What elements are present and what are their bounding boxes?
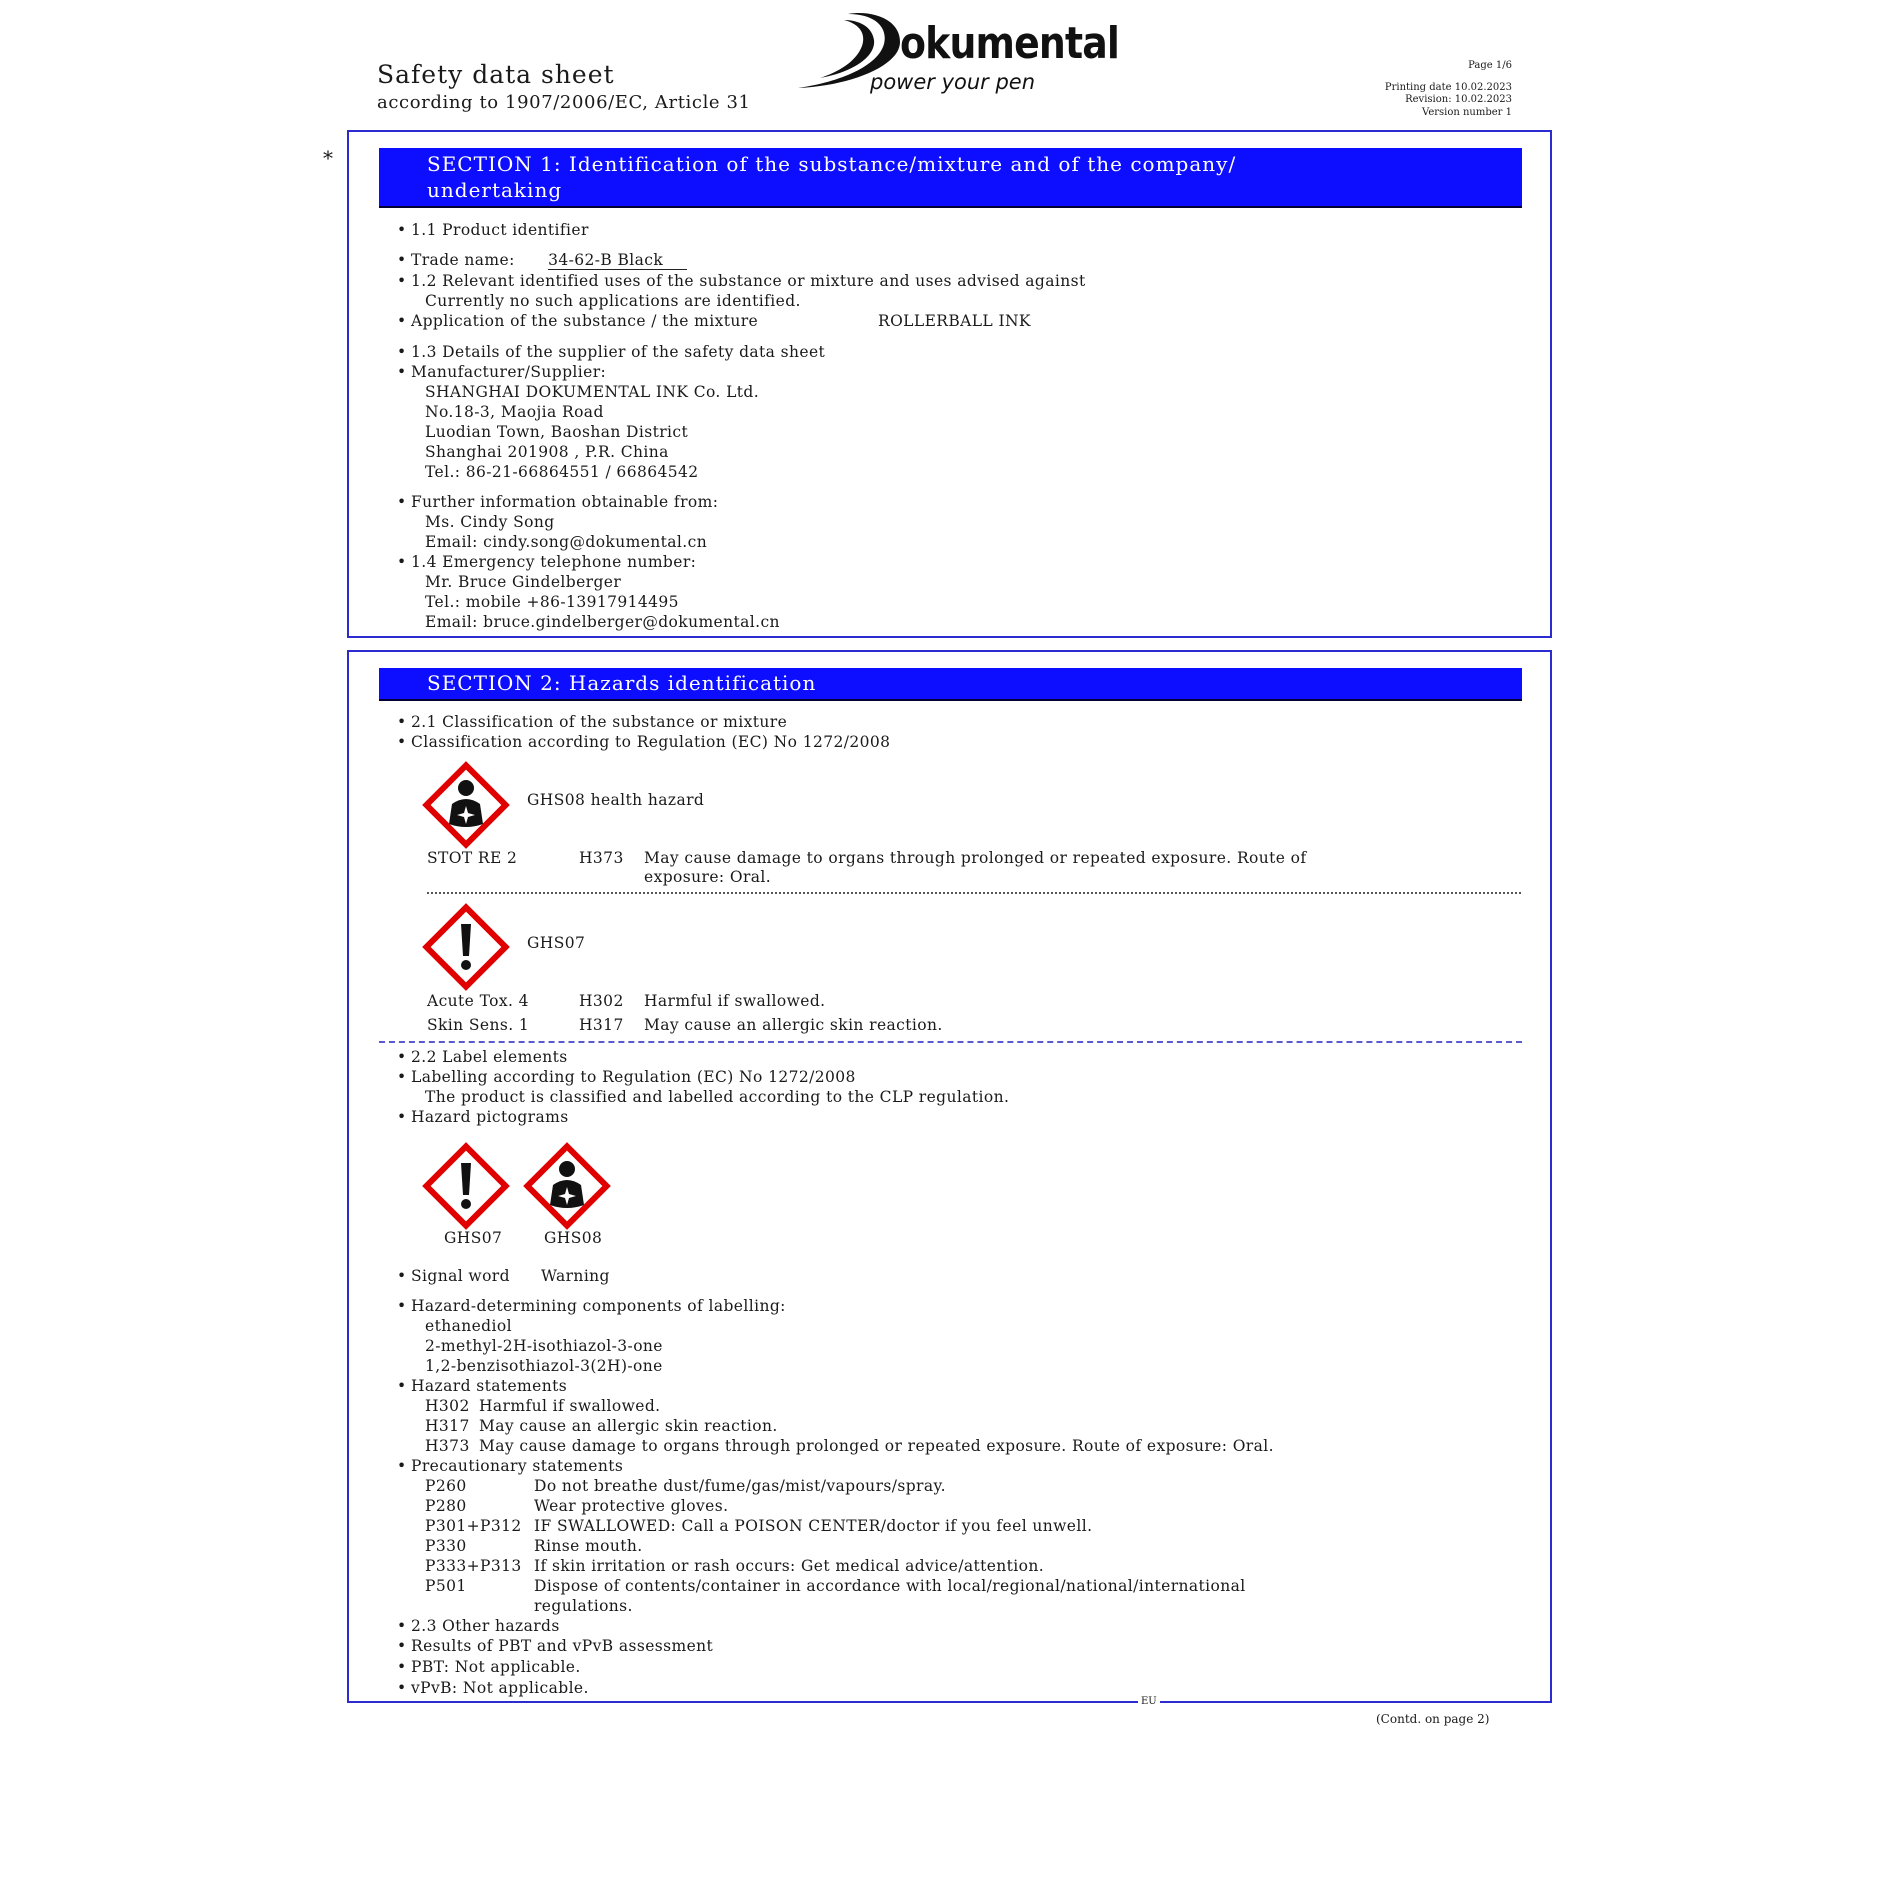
precautionary-statement — [425, 1477, 946, 1496]
hazard-statement — [425, 1437, 1274, 1456]
stot-class: STOT RE 2 — [427, 849, 518, 867]
supplier-details: • 1.3 Details of the supplier of the safety data sheet — [411, 343, 825, 362]
precautionary-text: Dispose of contents/container in accordance with local/regional/national/international — [534, 1577, 1246, 1595]
precautionary-code: P301+P312 — [425, 1517, 522, 1535]
precautionary-text: IF SWALLOWED: Call a POISON CENTER/doctor if you feel unwell. — [534, 1517, 1093, 1535]
hazard-code: H373 — [425, 1437, 470, 1455]
section-1-title-line1: SECTION 1: Identification of the substance/mixture and of the company/ — [427, 152, 1237, 176]
relevant-uses: • 1.2 Relevant identified uses of the substance or mixture and uses advised against — [411, 272, 1086, 291]
hazard-code: H302 — [425, 1397, 470, 1415]
exclamation-icon — [419, 900, 513, 994]
application-row — [411, 312, 1031, 331]
precautionary-statement — [425, 1537, 643, 1556]
section-1-box — [347, 130, 1552, 638]
ghs07-pictogram — [419, 1139, 513, 1233]
acute-code: H302 — [579, 992, 624, 1010]
signal-word-value: Warning — [541, 1267, 610, 1285]
component-item: 2-methyl-2H-isothiazol-3-one — [425, 1337, 663, 1355]
emergency-label: • 1.4 Emergency telephone number: — [411, 553, 696, 572]
precautionary-code: P333+P313 — [425, 1557, 522, 1575]
precautionary-text: Do not breathe dust/fume/gas/mist/vapours/spray. — [534, 1477, 946, 1495]
revision-date: Revision: 10.02.2023 — [1405, 94, 1512, 105]
address-line: No.18-3, Maojia Road — [425, 403, 604, 421]
precautionary-statement — [425, 1557, 1045, 1576]
version-number: Version number 1 — [1422, 106, 1512, 118]
precautionary-statement — [425, 1517, 1093, 1536]
precautionary-text-cont: regulations. — [534, 1597, 633, 1615]
acute-class: Acute Tox. 4 — [427, 992, 529, 1010]
precautionary-code: P260 — [425, 1477, 467, 1495]
pictograms-label: • Hazard pictograms — [411, 1108, 569, 1127]
logo-wordmark: okumental — [900, 18, 1119, 69]
acute-text: Harmful if swallowed. — [644, 992, 826, 1010]
ghs07-pictogram — [419, 900, 513, 994]
manufacturer-label: • Manufacturer/Supplier: — [411, 363, 606, 382]
precautionary-text: If skin irritation or rash occurs: Get medical advice/attention. — [534, 1557, 1045, 1575]
eu-marker: EU — [1138, 1696, 1160, 1707]
clp-text: The product is classified and labelled according to the CLP regulation. — [425, 1088, 1010, 1106]
address-line: Shanghai 201908 , P.R. China — [425, 443, 669, 461]
skin-class: Skin Sens. 1 — [427, 1016, 530, 1034]
document-title: Safety data sheet — [377, 60, 615, 89]
emergency-line: Mr. Bruce Gindelberger — [425, 573, 622, 591]
skin-code: H317 — [579, 1016, 624, 1034]
revision-asterisk: * — [323, 146, 333, 170]
signal-word-row — [411, 1267, 610, 1286]
component-item: 1,2-benzisothiazol-3(2H)-one — [425, 1357, 663, 1375]
precautionary-statement — [425, 1577, 1246, 1596]
emergency-line: Tel.: mobile +86-13917914495 — [425, 593, 679, 611]
classification-regulation: • Classification according to Regulation (EC) No 1272/2008 — [411, 733, 890, 752]
product-identifier: • 1.1 Product identifier — [411, 221, 589, 240]
labelling-regulation: • Labelling according to Regulation (EC) No 1272/2008 — [411, 1068, 856, 1087]
skin-text: May cause an allergic skin reaction. — [644, 1016, 943, 1034]
section-1-title — [379, 148, 1522, 208]
precautionary-code: P501 — [425, 1577, 467, 1595]
hazard-statement — [425, 1417, 778, 1436]
component-item: ethanediol — [425, 1317, 512, 1335]
health-hazard-icon — [419, 758, 513, 852]
pbt-value: • PBT: Not applicable. — [411, 1658, 581, 1677]
further-info-line: Ms. Cindy Song — [425, 513, 555, 531]
section-2-title: SECTION 2: Hazards identification — [379, 668, 1522, 701]
hazard-text: Harmful if swallowed. — [479, 1397, 661, 1415]
trade-name-value: 34-62-B Black — [548, 251, 687, 270]
precautionary-text: Wear protective gloves. — [534, 1497, 729, 1515]
hazard-text: May cause damage to organs through prolonged or repeated exposure. Route of exposure: Oral. — [479, 1437, 1274, 1455]
pbt-results: • Results of PBT and vPvB assessment — [411, 1637, 713, 1656]
ghs08-pictogram — [520, 1139, 614, 1233]
document-header — [377, 60, 751, 116]
hazard-code: H317 — [425, 1417, 470, 1435]
company-logo — [790, 6, 1119, 96]
address-line: SHANGHAI DOKUMENTAL INK Co. Ltd. — [425, 383, 760, 401]
continued-note: (Contd. on page 2) — [1376, 1712, 1490, 1726]
application-value: ROLLERBALL INK — [878, 312, 1031, 330]
logo-tagline: power your pen — [870, 70, 1036, 94]
further-info-label: • Further information obtainable from: — [411, 493, 718, 512]
ghs07-label: GHS07 — [527, 934, 586, 952]
no-applications: Currently no such applications are identified. — [425, 292, 801, 310]
ghs08-label: GHS08 health hazard — [527, 791, 705, 809]
hazard-statements-label: • Hazard statements — [411, 1377, 567, 1396]
exclamation-icon — [419, 1139, 513, 1233]
application-label: Application of the substance / the mixture — [411, 312, 759, 330]
document-meta — [1385, 60, 1512, 119]
document-subtitle: according to 1907/2006/EC, Article 31 — [377, 92, 751, 113]
emergency-line: Email: bruce.gindelberger@dokumental.cn — [425, 613, 780, 631]
further-info-line: Email: cindy.song@dokumental.cn — [425, 533, 708, 551]
signal-word-label: Signal word — [411, 1267, 510, 1285]
stot-text: May cause damage to organs through prolonged or repeated exposure. Route of — [644, 849, 1307, 867]
other-hazards: • 2.3 Other hazards — [411, 1617, 560, 1636]
label-elements: • 2.2 Label elements — [411, 1048, 568, 1067]
stot-code: H373 — [579, 849, 624, 867]
address-line: Tel.: 86-21-66864551 / 66864542 — [425, 463, 699, 481]
page-number: Page 1/6 — [1468, 60, 1512, 71]
components-label: • Hazard-determining components of labelling: — [411, 1297, 786, 1316]
trade-name-row — [411, 251, 687, 270]
precautionary-text: Rinse mouth. — [534, 1537, 643, 1555]
precautionary-code: P280 — [425, 1497, 467, 1515]
health-hazard-icon — [520, 1139, 614, 1233]
stot-text-cont: exposure: Oral. — [644, 868, 772, 886]
vpvb-value: • vPvB: Not applicable. — [411, 1679, 589, 1698]
trade-name-label: Trade name: — [411, 251, 515, 269]
dotted-divider — [427, 892, 1521, 894]
section-1-title-line2: undertaking — [427, 178, 563, 202]
precautionary-statement — [425, 1497, 729, 1516]
classification: • 2.1 Classification of the substance or mixture — [411, 713, 787, 732]
address-line: Luodian Town, Baoshan District — [425, 423, 689, 441]
precautionary-code: P330 — [425, 1537, 467, 1555]
hazard-statement — [425, 1397, 661, 1416]
precautionary-label: • Precautionary statements — [411, 1457, 623, 1476]
printing-date: Printing date 10.02.2023 — [1384, 81, 1512, 93]
pictogram-caption: GHS07 — [444, 1229, 503, 1247]
dashed-divider — [379, 1041, 1522, 1043]
hazard-text: May cause an allergic skin reaction. — [479, 1417, 778, 1435]
section-2-box — [347, 650, 1552, 1703]
pictogram-caption: GHS08 — [544, 1229, 603, 1247]
ghs08-pictogram — [419, 758, 513, 852]
